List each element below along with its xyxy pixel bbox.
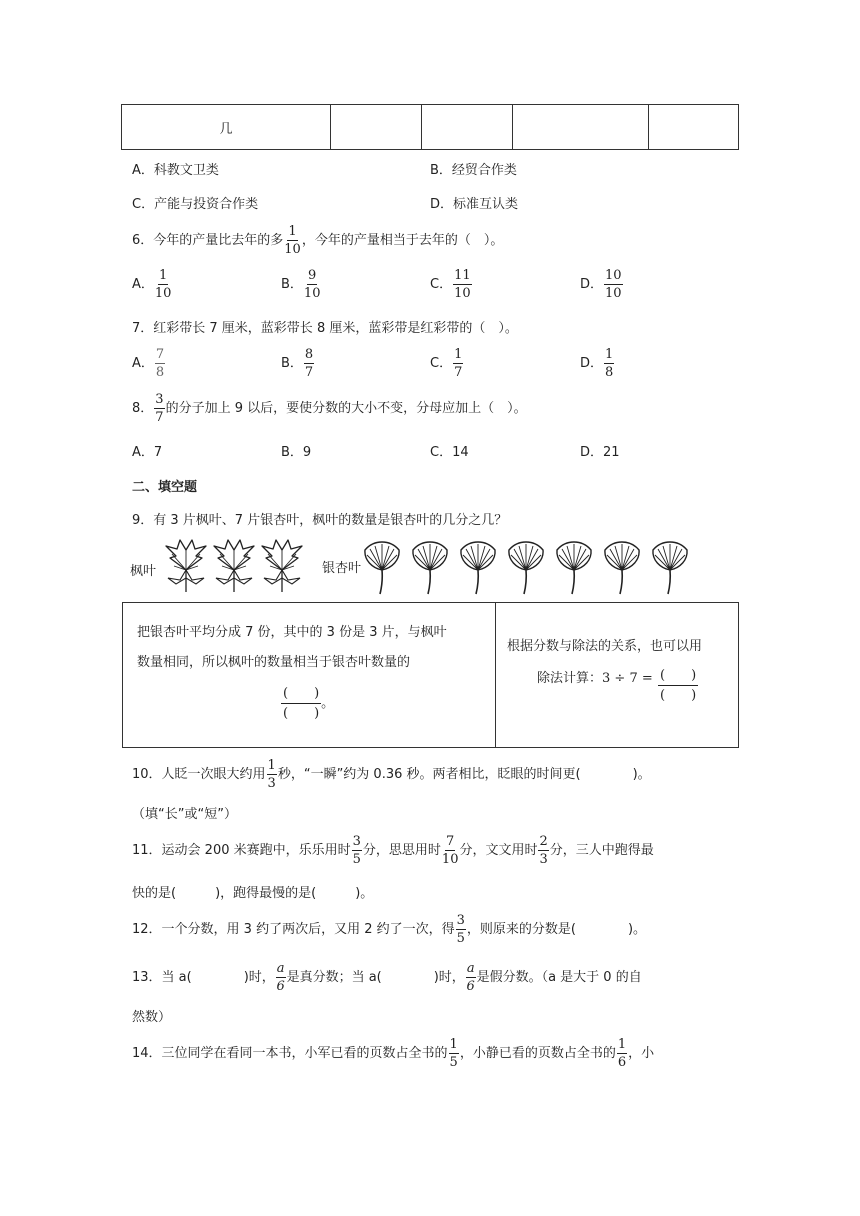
q7-option-d: D． $\frac{1}{8}$ <box>580 347 614 380</box>
answer-table <box>121 104 739 150</box>
q6-option-b: B． $\frac{9}{10}$ <box>281 268 321 301</box>
q6-option-d: D． $\frac{10}{10}$ <box>580 268 622 301</box>
q5-option-d: D．标准互认类 <box>430 197 519 212</box>
q7-option-a: A． $\frac{7}{8}$ <box>132 347 165 380</box>
question-13-line2: 然数） <box>132 1010 172 1025</box>
q5-option-b: B．经贸合作类 <box>430 163 517 178</box>
ginkgo-leaf-icon <box>605 542 639 594</box>
explanation-right-line1: 根据分数与除法的关系，也可以用 <box>507 639 703 654</box>
question-6 <box>132 224 503 258</box>
ginkgo-leaf-icon <box>509 542 543 594</box>
question-11: 11．运动会 200 米赛跑中，乐乐用时 $\frac{3}{5}$ 分，思思用时 $\frac{7}{10}$ 分，文文用时 $\frac{2}{3}$ 分，三人中跑得最 <box>132 834 654 867</box>
table-cell <box>513 105 649 150</box>
question-9: 9．有 3 片枫叶、7 片银杏叶，枫叶的数量是银杏叶的几分之几？ <box>132 513 508 528</box>
explanation-right-line2: 除法计算：3 ÷ 7 = <box>537 671 653 686</box>
q7-option-b: B． $\frac{8}{7}$ <box>281 347 314 380</box>
question-8: 8． $\frac{3}{7}$ 的分子加上 9 以后，要使分数的大小不变，分母应加上（ ）。 <box>132 392 527 425</box>
maple-leaves-illustration <box>160 538 310 596</box>
ginkgo-leaf-icon <box>653 542 687 594</box>
question-13: 13．当 a( )时， $\frac{a}{6}$ 是真分数；当 a( )时， $\frac{a}{6}$ 是假分数。（a 是大于 0 的自 <box>132 961 642 994</box>
q6-option-a: A． $\frac{1}{10}$ <box>132 268 172 301</box>
fraction: $\frac{1}{10}$ <box>284 224 301 257</box>
explanation-left-line2: 数量相同，所以枫叶的数量相当于银杏叶数量的 <box>137 655 411 670</box>
ginkgo-leaf-icon <box>557 542 591 594</box>
maple-leaf-icon <box>214 540 254 592</box>
table-cell <box>331 105 422 150</box>
explanation-left-line1: 把银杏叶平均分成 7 份，其中的 3 份是 3 片，与枫叶 <box>137 625 447 640</box>
divider <box>495 603 496 747</box>
ginkgo-leaf-icon <box>365 542 399 594</box>
question-12: 12．一个分数，用 3 约了两次后，又用 2 约了一次，得 $\frac{3}{5}$ ，则原来的分数是( )。 <box>132 913 647 946</box>
table-cell <box>422 105 513 150</box>
question-text: ，今年的产量相当于去年的（ ）。 <box>301 233 504 248</box>
maple-leaf-icon <box>262 540 302 592</box>
ginkgo-leaves-illustration <box>362 540 702 596</box>
table-row <box>122 105 739 150</box>
q8-option-c: C．14 <box>430 445 469 460</box>
q8-option-a: A．7 <box>132 445 163 460</box>
q7-option-c: C． $\frac{1}{7}$ <box>430 347 463 380</box>
explanation-box <box>122 602 739 748</box>
question-10: 10．人眨一次眼大约用 $\frac{1}{3}$ 秒，“一瞬”约为 0.36 秒。两者相比，眨眼的时间更( )。 <box>132 758 651 791</box>
q5-option-a: A．科教文卫类 <box>132 163 219 178</box>
ginkgo-leaf-icon <box>413 542 447 594</box>
maple-leaf-icon <box>166 540 206 592</box>
question-text: 6．今年的产量比去年的多 <box>132 233 284 248</box>
ginkgo-label: 银杏叶 <box>322 561 362 576</box>
table-cell: 几 <box>122 105 331 150</box>
q5-option-c: C．产能与投资合作类 <box>132 197 259 212</box>
question-11-line2: 快的是( )，跑得最慢的是( )。 <box>132 886 374 901</box>
ginkgo-leaf-icon <box>461 542 495 594</box>
table-cell <box>649 105 739 150</box>
answer-blank-fraction[interactable]: ( ) ( ) <box>660 668 697 703</box>
question-14: 14．三位同学在看同一本书，小军已看的页数占全书的 $\frac{1}{5}$ ，小静已看的页数占全书的 $\frac{1}{6}$ ，小 <box>132 1037 655 1070</box>
maple-label: 枫叶 <box>130 564 157 579</box>
question-10-note: （填“长”或“短”） <box>132 807 237 822</box>
q8-option-b: B．9 <box>281 445 312 460</box>
question-7: 7．红彩带长 7 厘米，蓝彩带长 8 厘米，蓝彩带是红彩带的（ ）。 <box>132 321 518 336</box>
answer-blank-fraction[interactable]: ( ) ( ) 。 <box>283 686 335 721</box>
section-title: 二、填空题 <box>132 480 198 495</box>
q8-option-d: D．21 <box>580 445 620 460</box>
q6-option-c: C． $\frac{11}{10}$ <box>430 268 471 301</box>
